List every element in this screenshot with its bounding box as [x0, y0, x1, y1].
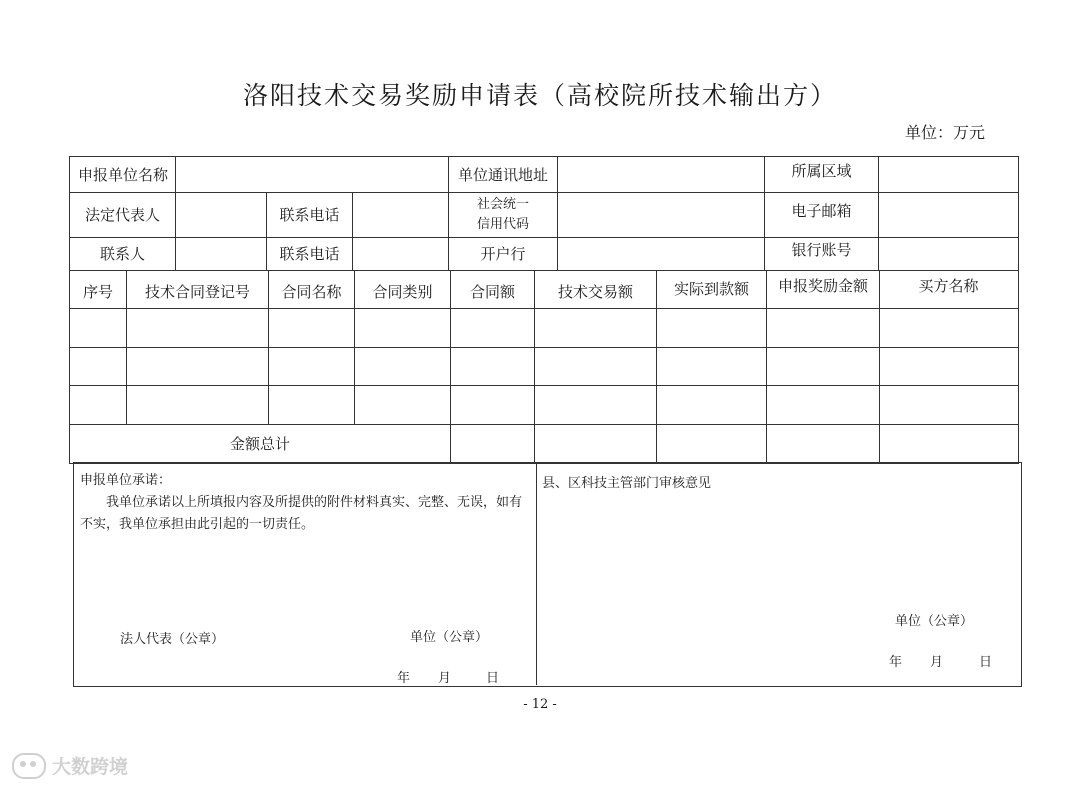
review-date-year: 年 — [889, 655, 903, 670]
row-line — [69, 385, 1019, 386]
region-field[interactable] — [879, 157, 1017, 192]
col-header-trade-amount: 技术交易额 — [557, 283, 633, 301]
label-email: 电子邮箱 — [791, 202, 852, 220]
form-title: 洛阳技术交易奖励申请表（高校院所技术输出方） — [242, 81, 837, 110]
date-year: 年 — [397, 671, 411, 686]
col-header-contract-name: 合同名称 — [281, 283, 342, 301]
date-month: 月 — [438, 671, 452, 686]
account-field[interactable] — [879, 238, 1017, 270]
legal-rep-seal-label: 法人代表（公章） — [120, 632, 225, 647]
col-header-contract-amount: 合同额 — [469, 283, 515, 301]
col-header-contract-type: 合同类别 — [372, 283, 433, 301]
unit-label: 单位：万元 — [904, 123, 985, 142]
watermark-logo-icon — [12, 753, 46, 779]
watermark — [12, 752, 128, 779]
legal-rep-field[interactable] — [176, 193, 266, 237]
row-line — [69, 347, 1019, 348]
phone-field[interactable] — [353, 238, 448, 270]
credit-code-field[interactable] — [558, 193, 764, 237]
label-contact: 联系人 — [99, 245, 145, 263]
label-bank: 开户行 — [480, 245, 526, 263]
credit-code-line1: 社会统一 — [476, 197, 529, 212]
label-region: 所属区域 — [791, 161, 852, 180]
review-date-day: 日 — [979, 655, 993, 670]
label-applicant-name: 申报单位名称 — [78, 165, 169, 184]
label-legal-rep: 法定代表人 — [84, 206, 160, 224]
phone-field[interactable] — [353, 193, 448, 237]
bank-field[interactable] — [558, 238, 764, 270]
unit-seal-label: 单位（公章） — [410, 630, 489, 645]
col-header-index: 序号 — [82, 283, 113, 301]
review-date-month: 月 — [930, 655, 944, 670]
commitment-text: 我单位承诺以上所填报内容及所提供的附件材料真实、完整、无误，如有不实，我单位承担由此引起的一切责任。 — [80, 495, 523, 532]
col-header-reward-amount: 申报奖励金额 — [777, 277, 868, 295]
section-divider — [536, 462, 537, 685]
page-number: - 12 - — [523, 697, 557, 712]
date-day: 日 — [486, 671, 500, 686]
label-credit-code — [449, 193, 557, 237]
review-heading: 县、区科技主管部门审核意见 — [542, 476, 712, 491]
label-phone: 联系电话 — [279, 245, 340, 263]
commitment-block — [80, 470, 530, 536]
review-unit-seal-label: 单位（公章） — [895, 614, 974, 629]
total-label: 金额总计 — [229, 434, 290, 453]
credit-code-line2: 信用代码 — [476, 217, 529, 232]
contact-field[interactable] — [176, 238, 266, 270]
address-field[interactable] — [558, 157, 764, 192]
watermark-text: 大数跨境 — [52, 756, 129, 778]
col-header-received-amount: 实际到款额 — [673, 280, 749, 298]
label-address: 单位通讯地址 — [457, 165, 548, 184]
commitment-heading: 申报单位承诺： — [80, 473, 172, 488]
label-account: 银行账号 — [791, 241, 852, 259]
email-field[interactable] — [879, 193, 1017, 237]
col-header-buyer-name: 买方名称 — [918, 277, 979, 295]
applicant-name-field[interactable] — [176, 157, 448, 192]
col-header-contract-reg-no: 技术合同登记号 — [144, 283, 250, 301]
label-phone: 联系电话 — [279, 206, 340, 224]
